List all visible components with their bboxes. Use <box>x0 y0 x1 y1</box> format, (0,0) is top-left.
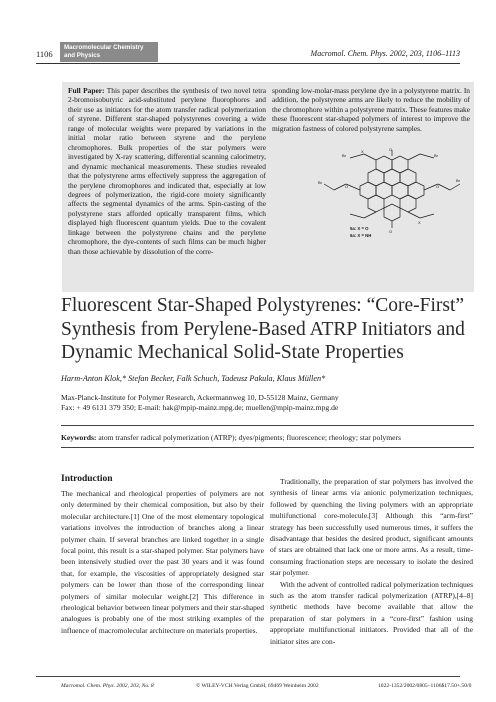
footer-rule <box>36 676 460 677</box>
keywords-text: atom transfer radical polymerization (ATRP); dyes/pigments; fluorescence; rheology; star polymers <box>98 433 401 442</box>
header-rule <box>36 63 460 64</box>
paragraph: With the advent of controlled radical polymerization techniques such as the atom transfer radical polymerization (ATRP),[4–8] synthetic methods have become available that allow the preparation of star polymers in a “core-first” fashion using appropriate multifunctional initiators. Provided that all of the initiator sites are con- <box>270 579 473 646</box>
paragraph: The mechanical and rheological properties of polymers are not only determined by their chemical composition, but also by their molecular architecture.[1] One of the most elementary topological variations involves the introduction of branches along a linear polymer chain. If several branches are linked together in a single focal point, this result is a star-shaped polymer. Star polymers have been intensively studied over the past 30 years and it was found that, for example, the viscosities of appropriately designed star polymers can be lower than those of the corresponding linear polymers of similar molecular weight.[2] This difference in rheological behavior between linear polymers and their star-shaped analogues is probably one of the most striking examples of the influence of macromolecular architecture on materials properties. <box>61 489 264 635</box>
body-column-right <box>270 476 473 647</box>
paragraph: Traditionally, the preparation of star polymers has involved the synthesis of linear arms via anionic polymerization techniques, followed by quenching the living polymers with an appropriate multifunctional core-molecule.[3] Although this “arm-first” strategy has been successfully used numerous times, it suffers the disadvantage that besides the desired product, significant amounts of stars are obtained that lack one or more arms. As a result, time-consuming fractionation steps are necessary to isolate the desired star polymer. <box>270 477 473 578</box>
keywords <box>61 433 474 442</box>
page-number: 1106 <box>36 49 53 59</box>
body-column-left <box>61 488 264 636</box>
affiliation <box>61 393 461 412</box>
keywords-rule-bottom <box>61 447 474 448</box>
structure-legend-b: 6a: X = NH <box>350 233 372 238</box>
keywords-label: Keywords: <box>61 433 97 442</box>
abstract-lead: Full Paper: <box>68 86 105 95</box>
structure-label: X <box>418 220 421 225</box>
footer-copyright: © WILEY-VCH Verlag GmbH, 69469 Weinheim 2002 <box>196 683 319 689</box>
affiliation-line-1: Max-Planck-Institute for Polymer Research, Ackermannweg 10, D-55128 Mainz, Germany <box>61 393 339 402</box>
article-title: Fluorescent Star-Shaped Polystyrenes: “Core-First” Synthesis from Perylene-Based ATRP Initiators and Dynamic Mechanical Solid-State Properties <box>61 295 465 363</box>
authors: Harm-Anton Klok,* Stefan Becker, Falk Schuch, Tadeusz Pakula, Klaus Müllen* <box>61 374 326 383</box>
abstract-text-left: This paper describes the synthesis of two novel tetra 2-bromoisobutyric acid-substituted perylene fluorophores and their use as initiators for the atom transfer radical polymerization of styrene. Different star-shaped polystyrenes covering a wide range of molecular weights were prepared by variations in the initial molar ratio between styrene and the perylene chromophores. Bulk properties of the star polymers were investigated by X-ray scattering, differential scanning calorimetry, and dynamic mechanical measurements. These studies revealed that the polystyrene arms effectively suppress the aggregation of the perylene chromophores and indicated that, especially at low degrees of polymerization, the rigid-core moiety significantly affects the segmental dynamics of the arms. Spin-casting of the polystyrene stars afforded optically transparent films, which displayed high fluorescent quantum yields. Due to the covalent linkage between the polystyrene chains and the perylene chromophore, the dye-contents of such films can be much higher than those achievable by dissolution of the corre- <box>68 86 266 256</box>
structure-legend-a: 5a: X = O <box>350 226 369 231</box>
structure-label: Br <box>456 178 460 183</box>
structure-label: O <box>436 184 440 189</box>
chemical-structure <box>316 148 466 240</box>
structure-label: O <box>389 148 393 152</box>
abstract-left-column <box>68 86 266 256</box>
structure-label: Br <box>434 153 438 158</box>
structure-label: Br <box>318 180 322 185</box>
structure-label: X <box>361 149 364 154</box>
structure-label: Br <box>342 153 346 158</box>
running-head: Macromol. Chem. Phys. 2002, 203, 1106–1113 <box>310 49 460 58</box>
footer-code: 1022-1352/2002/0805–1106$17.50+.50/0 <box>378 683 472 689</box>
footer-citation: Macromol. Chem. Phys. 2002, 203, No. 8 <box>61 683 154 689</box>
section-heading: Introduction <box>61 474 113 484</box>
abstract-right-column: sponding low-molar-mass perylene dye in a polystyrene matrix. In addition, the polystyrene arms are likely to reduce the mobility of the chromophore within a polystyrene matrix. These features make these fluorescent star-shaped polymers of interest to improve the migration fastness of colored polystyrene samples. <box>272 86 470 133</box>
keywords-rule-top <box>61 425 474 426</box>
affiliation-line-2: Fax: + 49 6131 379 350; E-mail: hak@mpip-mainz.mpg.de; muellen@mpip-mainz.mpg.de <box>61 402 339 412</box>
structure-label: O <box>345 184 349 189</box>
structure-label: O <box>389 229 393 234</box>
journal-logo: Macromolecular Chemistry and Physics <box>60 42 158 62</box>
